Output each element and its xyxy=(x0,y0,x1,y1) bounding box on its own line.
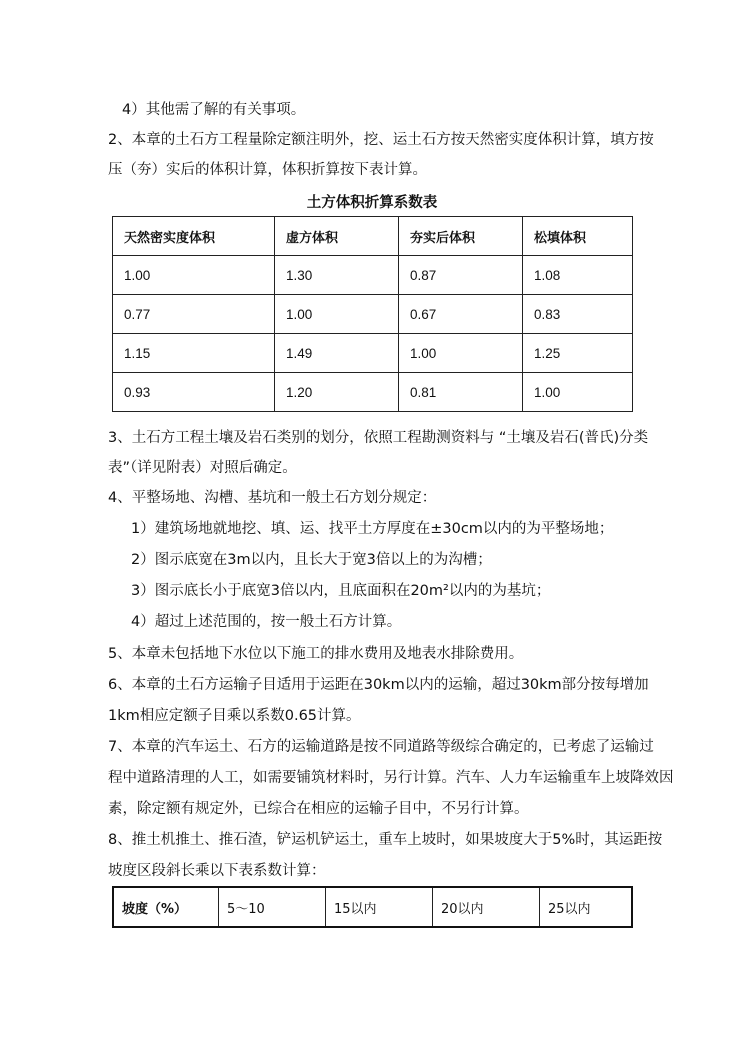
paragraph-8-line-2: 坡度区段斜长乘以下表系数计算： xyxy=(108,863,326,879)
table-cell: 1.00 xyxy=(523,373,633,412)
table-cell: 1.20 xyxy=(275,373,399,412)
table-cell: 1.08 xyxy=(523,256,633,295)
table-cell: 1.49 xyxy=(275,334,399,373)
table-cell: 1.15 xyxy=(113,334,275,373)
table-cell: 15以内 xyxy=(326,887,433,927)
table-cell: 0.81 xyxy=(399,373,523,412)
table-cell: 0.67 xyxy=(399,295,523,334)
paragraph-3-line-1: 3、土石方工程土壤及岩石类别的划分，依照工程勘测资料与 “土壤及岩石(普氏)分类 xyxy=(108,430,649,446)
table-row xyxy=(113,295,633,334)
paragraph-6-line-2: 1km相应定额子目乘以系数0.65计算。 xyxy=(108,708,361,724)
header-loose-volume: 虚方体积 xyxy=(275,217,399,256)
table-row xyxy=(113,373,633,412)
table-cell: 20以内 xyxy=(433,887,540,927)
paragraph-4-item-2: 2）图示底宽在3m以内，且长大于宽3倍以上的为沟槽； xyxy=(131,552,492,568)
table-row xyxy=(113,256,633,295)
table-cell: 1.00 xyxy=(275,295,399,334)
paragraph-4-item-1: 1）建筑场地就地挖、填、运、找平土方厚度在±30cm以内的为平整场地； xyxy=(131,521,614,537)
table-cell: 1.00 xyxy=(399,334,523,373)
paragraph-4-item-4: 4）超过上述范围的，按一般土石方计算。 xyxy=(131,614,402,630)
header-loose-fill-volume: 松填体积 xyxy=(523,217,633,256)
table-cell: 0.93 xyxy=(113,373,275,412)
conversion-table-title: 土方体积折算系数表 xyxy=(306,195,438,211)
header-compacted-volume: 夯实后体积 xyxy=(399,217,523,256)
table-cell: 1.00 xyxy=(113,256,275,295)
conversion-table xyxy=(112,216,633,412)
table-cell: 25以内 xyxy=(540,887,633,927)
table-cell: 0.77 xyxy=(113,295,275,334)
paragraph-2-line-1: 2、本章的土石方工程量除定额注明外，挖、运土石方按天然密实度体积计算，填方按 xyxy=(108,132,654,148)
table-row xyxy=(113,334,633,373)
paragraph-6-line-1: 6、本章的土石方运输子目适用于运距在30km以内的运输，超过30km部分按每增加 xyxy=(108,677,649,693)
table-cell: 1.30 xyxy=(275,256,399,295)
table-cell: 0.87 xyxy=(399,256,523,295)
table-row xyxy=(113,887,632,927)
item-4-other-matters: 4）其他需了解的有关事项。 xyxy=(122,102,306,118)
paragraph-4: 4、平整场地、沟槽、基坑和一般土石方划分规定： xyxy=(108,490,437,506)
slope-label: 坡度（%） xyxy=(113,887,219,927)
header-natural-volume: 天然密实度体积 xyxy=(113,217,275,256)
paragraph-7-line-1: 7、本章的汽车运土、石方的运输道路是按不同道路等级综合确定的，已考虑了运输过 xyxy=(108,739,654,755)
paragraph-8-line-1: 8、推土机推土、推石渣，铲运机铲运土，重车上坡时，如果坡度大于5%时，其运距按 xyxy=(108,832,663,848)
table-cell: 5～10 xyxy=(219,887,326,927)
paragraph-7-line-3: 素，除定额有规定外，已综合在相应的运输子目中，不另行计算。 xyxy=(108,801,529,817)
table-cell: 0.83 xyxy=(523,295,633,334)
paragraph-4-item-3: 3）图示底长小于底宽3倍以内，且底面积在20m²以内的为基坑； xyxy=(131,583,551,599)
paragraph-2-line-2: 压（夯）实后的体积计算，体积折算按下表计算。 xyxy=(108,162,427,178)
table-cell: 1.25 xyxy=(523,334,633,373)
paragraph-7-line-2: 程中道路清理的人工，如需要铺筑材料时，另行计算。汽车、人力车运输重车上坡降效因 xyxy=(108,770,674,786)
paragraph-3-line-2: 表”（详见附表）对照后确定。 xyxy=(108,460,297,476)
slope-coefficient-table xyxy=(112,886,633,928)
conversion-table-header-row xyxy=(113,217,633,256)
paragraph-5: 5、本章未包括地下水位以下施工的排水费用及地表水排除费用。 xyxy=(108,646,524,662)
